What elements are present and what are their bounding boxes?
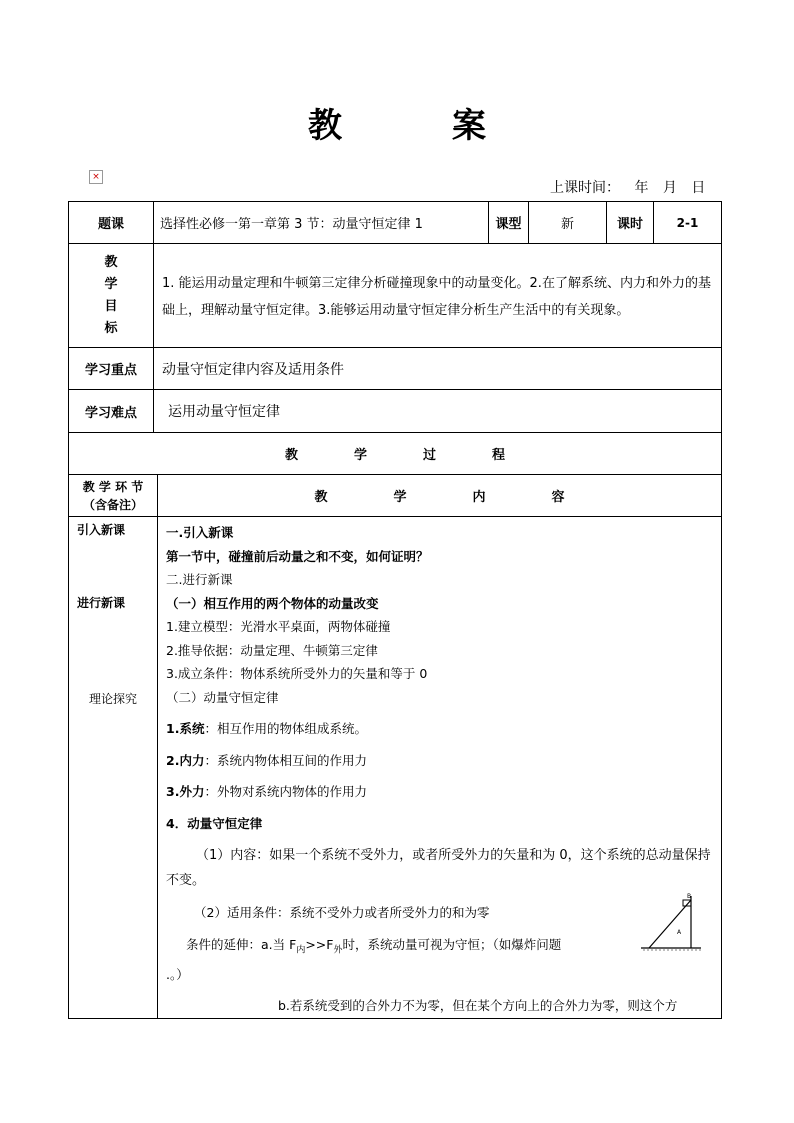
content-column <box>158 517 722 1019</box>
content-line: （一）相互作用的两个物体的动量改变 <box>166 595 379 611</box>
process-header-row <box>69 475 722 517</box>
goals-row <box>69 244 722 348</box>
content-line: 条件的延伸：a.当 $F_内>>F_外$时，系统动量可视为守恒；（如爆炸问题 <box>186 936 562 955</box>
label-a: A <box>677 929 682 936</box>
lesson-plan-table <box>68 201 722 1019</box>
hours-value: 2-1 <box>654 202 722 244</box>
key-point-value: 动量守恒定律内容及适用条件 <box>154 348 722 390</box>
content-line: .。） <box>166 966 189 982</box>
stage-column <box>69 517 158 1019</box>
content-line: （二）动量守恒定律 <box>166 689 279 705</box>
difficulty-value: 运用动量守恒定律 <box>154 390 722 433</box>
content-line: 3.成立条件：物体系统所受外力的矢量和等于 0 <box>166 666 428 681</box>
goals-label: 教 学 目 标 <box>69 244 154 348</box>
stage-new-lesson: 进行新课 <box>77 596 126 610</box>
difficulty-label: 学习难点 <box>69 390 154 433</box>
stage-intro: 引入新课 <box>77 523 126 537</box>
content-line: 2.推导依据：动量定理、牛顿第三定律 <box>166 642 378 658</box>
content-line: 第一节中，碰撞前后动量之和不变，如何证明？ <box>166 548 429 564</box>
hours-label: 课时 <box>607 202 654 244</box>
stage-theory: 理论探究 <box>89 692 138 706</box>
content-line: b.若系统受到的合外力不为零，但在某个方向上的合外力为零，则这个方 <box>278 998 678 1013</box>
key-point-row <box>69 348 722 390</box>
content-line: 1.系统：相互作用的物体组成系统。 <box>166 721 367 736</box>
class-date-line: 上课时间： 年 月 日 <box>550 180 706 196</box>
broken-image-icon: × <box>89 170 103 184</box>
type-label: 课型 <box>489 202 529 244</box>
process-content-row <box>69 517 722 1019</box>
content-line: （2）适用条件：系统不受外力或者所受外力的和为零 <box>194 905 490 920</box>
key-point-label: 学习重点 <box>69 348 154 390</box>
topic-label: 题课 <box>69 202 154 244</box>
type-value: 新 <box>529 202 607 244</box>
topic-value: 选择性必修一第一章第 3 节：动量守恒定律 1 <box>154 202 489 244</box>
header-row <box>69 202 722 244</box>
content-paragraph: （1）内容：如果一个系统不受外力，或者所受外力的矢量和为 0，这个系统的总动量保持不变。 <box>166 848 711 888</box>
document-title: 教 案 <box>308 106 486 146</box>
label-b: B <box>687 893 692 900</box>
difficulty-row <box>69 390 722 433</box>
process-title-row <box>69 433 722 475</box>
content-line: 3.外力：外物对系统内物体的作用力 <box>166 784 367 799</box>
content-header: 教 学 内 容 <box>158 475 722 517</box>
goals-text: 1. 能运用动量定理和牛顿第三定律分析碰撞现象中的动量变化。2.在了解系统、内力和外力的基础上，理解动量守恒定律。3.能够运用动量守恒定律分析生产生活中的有关现象。 <box>154 244 722 348</box>
content-line: 2.内力：系统内物体相互间的作用力 <box>166 752 367 768</box>
content-line: 二.进行新课 <box>166 572 233 587</box>
content-line: 1.建立模型：光滑水平桌面，两物体碰撞 <box>166 619 391 634</box>
incline-slope <box>649 900 691 948</box>
stage-header: 教 学 环 节 （含备注） <box>69 475 158 517</box>
content-line: 4．动量守恒定律 <box>166 815 263 831</box>
incline-diagram <box>639 892 703 954</box>
process-title: 教 学 过 程 <box>69 433 722 475</box>
content-line: 一.引入新课 <box>166 525 234 540</box>
